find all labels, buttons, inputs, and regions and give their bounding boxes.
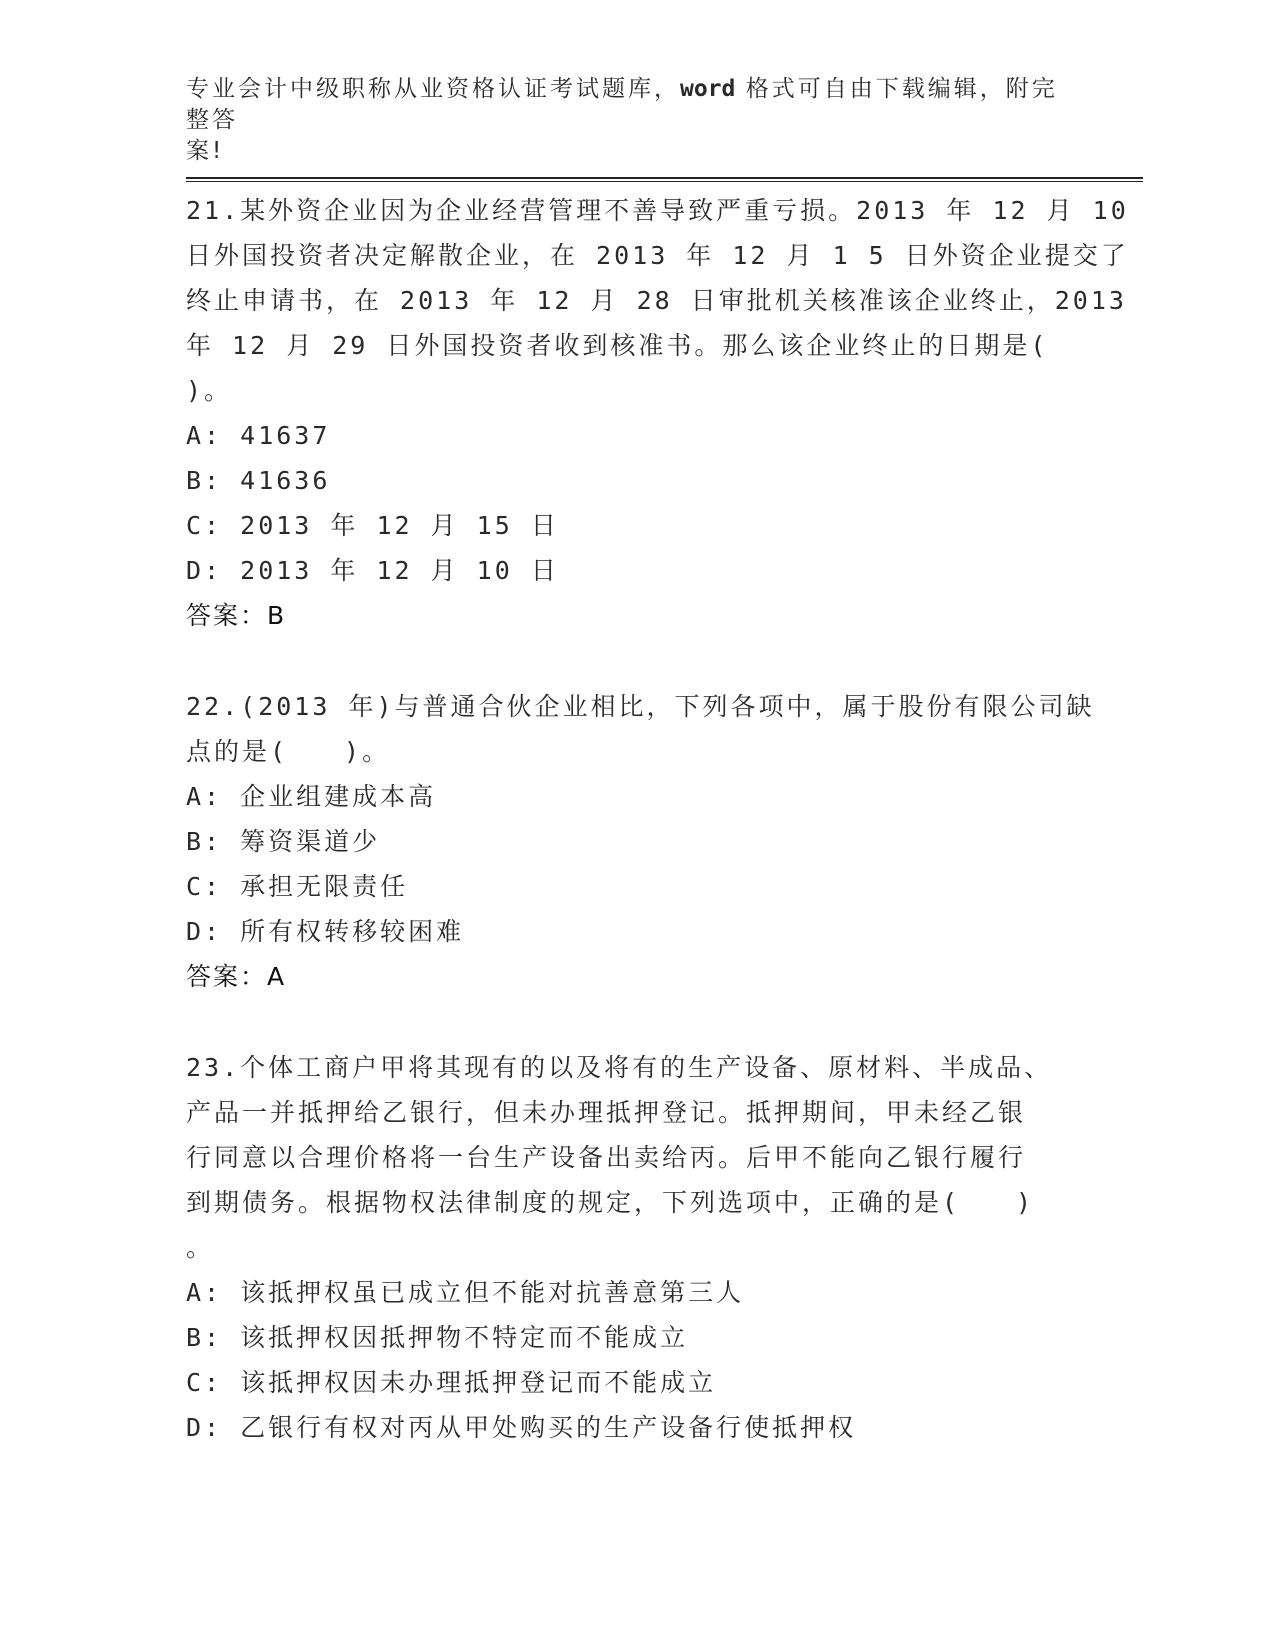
option-b: B: 该抵押权因抵押物不特定而不能成立 xyxy=(186,1323,689,1352)
question-text-line: 终止申请书，在 2013 年 12 月 28 日审批机关核准该企业终止，2013 xyxy=(186,286,1127,315)
question-text-line: 点的是( )。 xyxy=(186,737,391,766)
question-text-line: 22.(2013 年)与普通合伙企业相比，下列各项中，属于股份有限公司缺 xyxy=(186,692,1095,721)
option-c: C: 该抵押权因未办理抵押登记而不能成立 xyxy=(186,1368,717,1397)
header-line1-prefix: 专业会计中级职称从业资格认证考试题库， xyxy=(186,76,680,102)
question-list xyxy=(186,188,1129,1450)
option-d: D: 2013 年 12 月 10 日 xyxy=(186,556,559,585)
question-text-line: 21.某外资企业因为企业经营管理不善导致严重亏损。2013 年 12 月 10 xyxy=(186,196,1129,225)
question-text-line: 产品一并抵押给乙银行，但未办理抵押登记。抵押期间，甲未经乙银 xyxy=(186,1098,1027,1127)
question-text-line: 到期债务。根据物权法律制度的规定，下列选项中，正确的是( ) xyxy=(186,1188,1035,1217)
answer-label: 答案：A xyxy=(186,962,287,991)
question-text-line: 。 xyxy=(186,1233,215,1262)
question-text-line: 23.个体工商户甲将其现有的以及将有的生产设备、原材料、半成品、 xyxy=(186,1053,1053,1082)
option-c: C: 2013 年 12 月 15 日 xyxy=(186,511,559,540)
option-b: B: 筹资渠道少 xyxy=(186,827,381,856)
header-divider-thin xyxy=(186,181,1143,182)
option-d: D: 乙银行有权对丙从甲处购买的生产设备行使抵押权 xyxy=(186,1413,857,1442)
question-text-line: 年 12 月 29 日外国投资者收到核准书。那么该企业终止的日期是( xyxy=(186,331,1049,360)
question-spacer xyxy=(186,999,1086,1045)
option-b: B: 41636 xyxy=(186,466,331,495)
header-divider-thick xyxy=(186,177,1143,179)
question-23 xyxy=(186,1045,1086,1270)
option-a: A: 该抵押权虽已成立但不能对抗善意第三人 xyxy=(186,1278,745,1307)
option-c: C: 承担无限责任 xyxy=(186,872,409,901)
header-line1-suffix: 格式可自由下载编辑，附完整答 xyxy=(186,76,1058,133)
header-word-label: word xyxy=(680,76,736,102)
question-text-line: 日外国投资者决定解散企业，在 2013 年 12 月 1 5 日外资企业提交了 xyxy=(186,241,1129,270)
question-text-line: )。 xyxy=(186,376,233,405)
document-header xyxy=(186,74,1066,167)
question-spacer xyxy=(186,638,1086,684)
question-22 xyxy=(186,684,1095,774)
option-a: A: 41637 xyxy=(186,421,331,450)
question-21 xyxy=(186,188,1129,413)
answer-label: 答案：B xyxy=(186,601,287,630)
option-a: A: 企业组建成本高 xyxy=(186,782,437,811)
header-line2: 案! xyxy=(186,138,225,164)
question-text-line: 行同意以合理价格将一台生产设备出卖给丙。后甲不能向乙银行履行 xyxy=(186,1143,1027,1172)
option-d: D: 所有权转移较困难 xyxy=(186,917,465,946)
